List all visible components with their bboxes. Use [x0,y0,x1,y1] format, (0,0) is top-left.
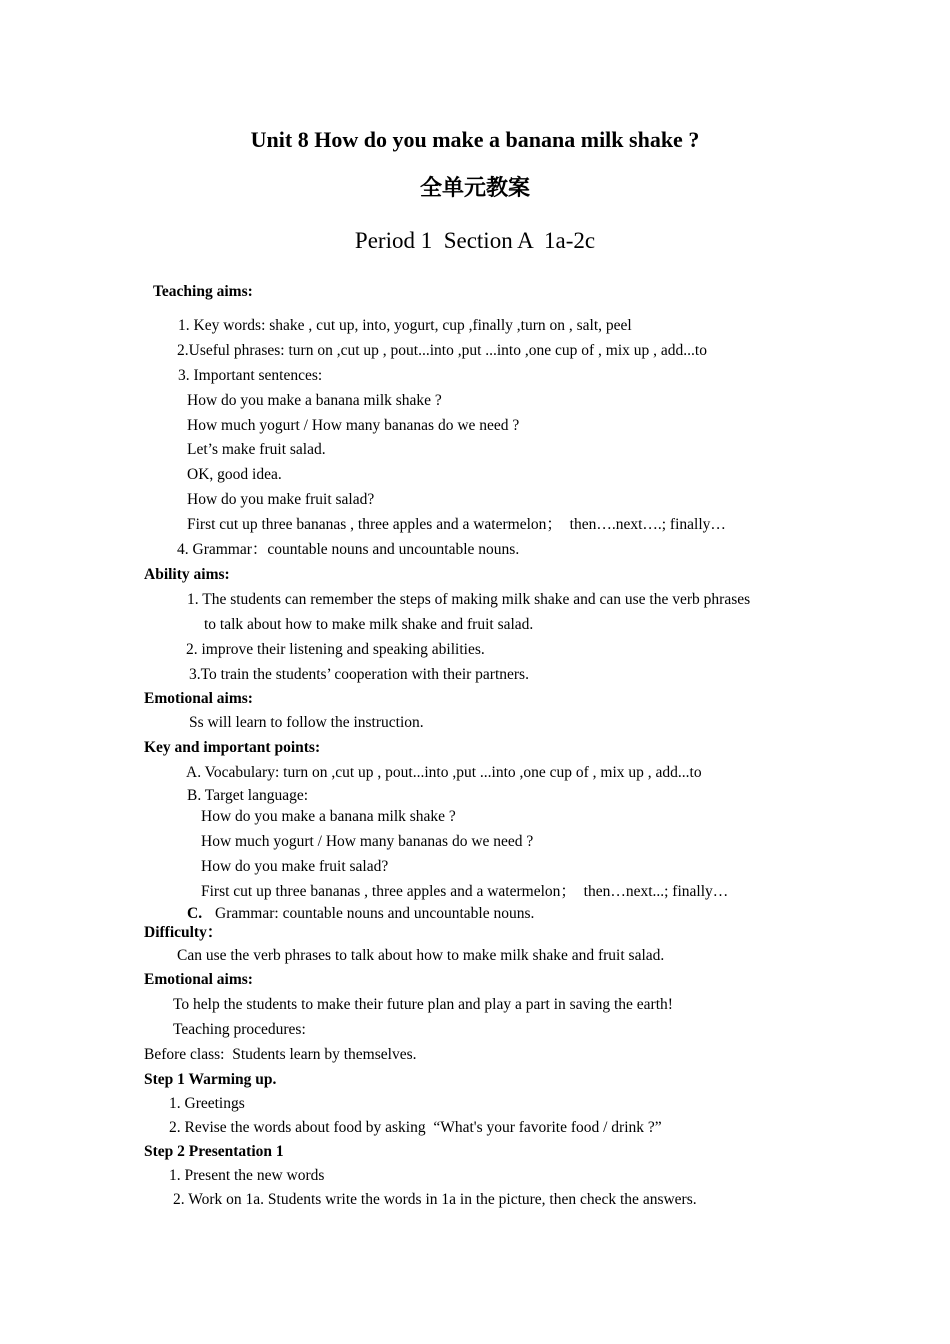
step1-heading: Step 1 Warming up. [144,1071,277,1088]
teaching-aim-item: First cut up three bananas , three apples and a watermelon； then….next….; finally… [187,516,726,533]
key-points-heading: Key and important points: [144,739,321,756]
teaching-aim-item: 1. Key words: shake , cut up, into, yogurt, cup ,finally ,turn on , salt, peel [178,317,632,334]
before-class-text: Before class: Students learn by themselves. [144,1046,417,1063]
teaching-aim-item: How much yogurt / How many bananas do we need ? [187,417,520,434]
step1-item: 2. Revise the words about food by asking “What's your favorite food / drink ?” [169,1119,662,1136]
key-point-item: How do you make fruit salad? [201,858,389,875]
document-subtitle: 全单元教案 [419,176,530,201]
ability-aim-item: to talk about how to make milk shake and fruit salad. [204,616,534,633]
teaching-aim-item: Let’s make fruit salad. [187,441,326,458]
step2-heading: Step 2 Presentation 1 [144,1143,284,1160]
ability-aim-item: 3.To train the students’ cooperation with their partners. [189,666,529,683]
key-point-c-text: Grammar: countable nouns and uncountable nouns. [215,905,535,922]
teaching-aim-item: How do you make fruit salad? [187,491,375,508]
step2-item: 2. Work on 1a. Students write the words in 1a in the picture, then check the answers. [173,1191,697,1208]
ability-aim-item: 2. improve their listening and speaking abilities. [186,641,485,658]
difficulty-text: Can use the verb phrases to talk about how to make milk shake and fruit salad. [177,947,665,964]
teaching-aims-heading: Teaching aims: [153,283,253,300]
difficulty-heading: Difficulty： [144,924,223,941]
key-point-item: First cut up three bananas , three apples and a watermelon； then…next...; finally… [201,883,729,900]
key-point-item: How much yogurt / How many bananas do we need ? [201,833,534,850]
step2-item: 1. Present the new words [169,1167,325,1184]
key-point-item: A. Vocabulary: turn on ,cut up , pout...into ,put ...into ,one cup of , mix up , add...to [186,764,702,781]
emotional-aims-heading: Emotional aims: [144,690,253,707]
document-title: Unit 8 How do you make a banana milk shake ? [250,127,700,152]
ability-aim-item: 1. The students can remember the steps of making milk shake and can use the verb phrases [187,591,751,608]
teaching-procedures-label: Teaching procedures: [173,1021,306,1038]
emotional-aims-heading-2: Emotional aims: [144,971,253,988]
key-point-item: How do you make a banana milk shake ? [201,808,456,825]
key-point-item: B. Target language: [187,787,309,804]
emotional-aim-text: Ss will learn to follow the instruction. [189,714,424,731]
step1-item: 1. Greetings [169,1095,245,1112]
period-heading: Period 1 Section A 1a-2c [354,228,596,253]
teaching-aim-item: 3. Important sentences: [178,367,323,384]
emotional-aim-item: To help the students to make their future plan and play a part in saving the earth! [173,996,673,1013]
key-point-c-label: C. [187,905,203,922]
teaching-aim-item: 4. Grammar：countable nouns and uncountable nouns. [177,541,520,558]
teaching-aim-item: OK, good idea. [187,466,282,483]
teaching-aim-item: How do you make a banana milk shake ? [187,392,442,409]
teaching-aim-item: 2.Useful phrases: turn on ,cut up , pout...into ,put ...into ,one cup of , mix up , add...to [177,342,707,359]
ability-aims-heading: Ability aims: [144,566,230,583]
